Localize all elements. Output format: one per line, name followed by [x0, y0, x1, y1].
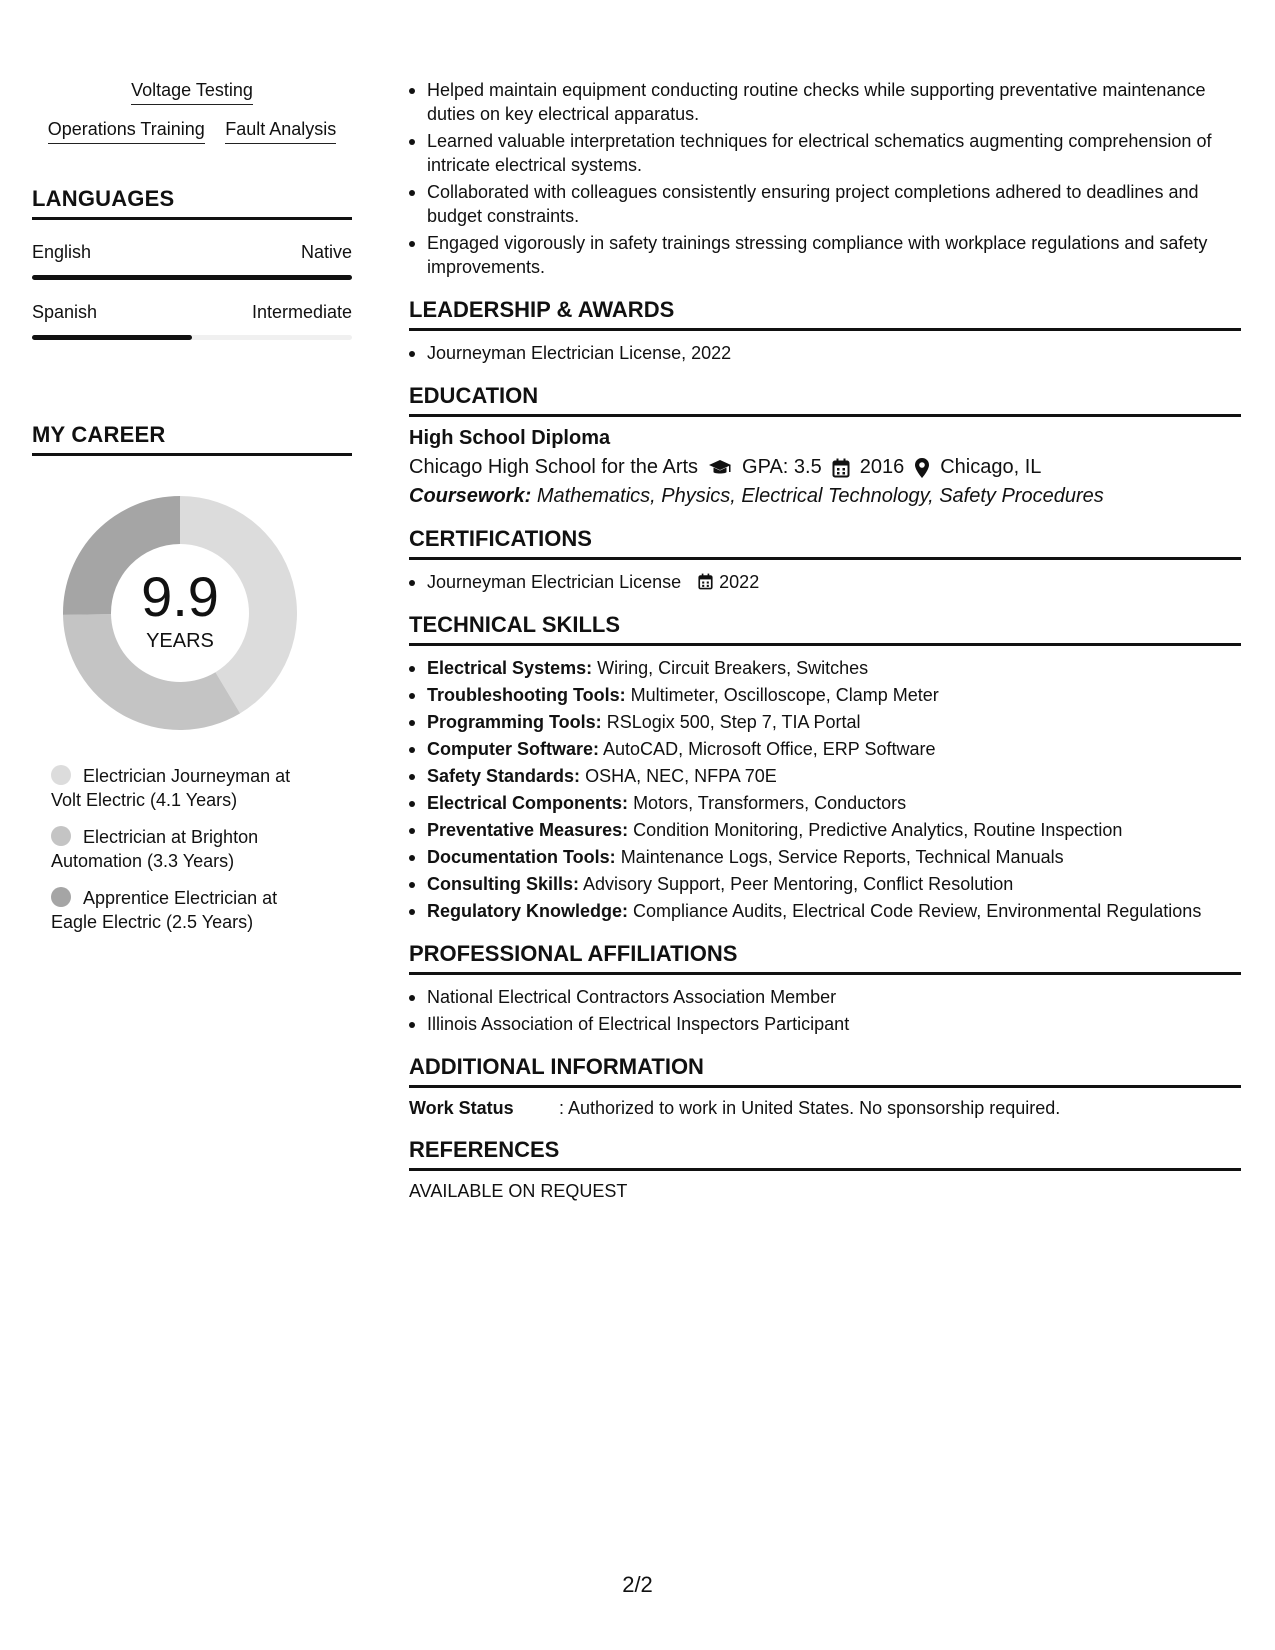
education-coursework — [409, 485, 1241, 508]
affiliations-heading: PROFESSIONAL AFFILIATIONS — [409, 941, 1241, 975]
language-item — [32, 302, 352, 340]
references-section — [409, 1137, 1241, 1202]
legend-dot — [51, 826, 71, 846]
experience-bullets — [409, 78, 1241, 279]
experience-bullet: Learned valuable interpretation techniques for electrical schematics augmenting comprehension of intricate electrical systems. — [427, 129, 1241, 177]
career-legend — [51, 764, 352, 934]
career-legend-label: Electrician at Brighton Automation (3.3 Years) — [51, 827, 259, 871]
language-level-fill — [32, 275, 352, 280]
technical-skill-label: Consulting Skills: — [427, 874, 580, 894]
work-status-row — [409, 1098, 1241, 1119]
main-content — [409, 78, 1241, 1202]
certifications-heading: CERTIFICATIONS — [409, 526, 1241, 560]
skill-tag[interactable]: Voltage Testing — [131, 80, 253, 105]
technical-skill-label: Electrical Systems: — [427, 658, 593, 678]
technical-skill-label: Troubleshooting Tools: — [427, 685, 626, 705]
coursework-text: Mathematics, Physics, Electrical Technology, Safety Procedures — [536, 485, 1104, 507]
languages-heading: LANGUAGES — [32, 186, 352, 220]
map-pin-icon — [914, 457, 930, 479]
career-total-unit: YEARS — [146, 629, 214, 652]
technical-skill-label: Electrical Components: — [427, 793, 629, 813]
technical-skill-item — [427, 818, 1241, 842]
technical-skills-list — [409, 656, 1241, 923]
language-level-fill — [32, 335, 192, 340]
education-degree: High School Diploma — [409, 427, 611, 449]
technical-skill-item — [427, 764, 1241, 788]
references-text: AVAILABLE ON REQUEST — [409, 1181, 628, 1201]
language-level: Intermediate — [251, 302, 352, 322]
technical-skill-label: Computer Software: — [427, 739, 600, 759]
education-gpa: GPA: 3.5 — [742, 456, 822, 478]
technical-skill-item — [427, 656, 1241, 680]
technical-skill-item — [427, 683, 1241, 707]
certification-item — [427, 570, 1241, 594]
languages-section — [32, 186, 352, 340]
technical-skill-item — [427, 845, 1241, 869]
skill-tag[interactable]: Operations Training — [48, 119, 205, 144]
technical-skill-value: AutoCAD, Microsoft Office, ERP Software — [603, 739, 936, 759]
leadership-section — [409, 297, 1241, 365]
technical-skill-value: Maintenance Logs, Service Reports, Technical Manuals — [620, 847, 1064, 867]
education-school: Chicago High School for the Arts — [409, 456, 699, 478]
work-status-value: : Authorized to work in United States. No sponsorship required. — [559, 1098, 1061, 1118]
graduation-cap-icon — [708, 458, 732, 478]
technical-skill-label: Preventative Measures: — [427, 820, 629, 840]
affiliation-item: National Electrical Contractors Association Member — [427, 985, 1241, 1009]
technical-skill-value: Multimeter, Oscilloscope, Clamp Meter — [630, 685, 939, 705]
experience-bullet: Helped maintain equipment conducting routine checks while supporting preventative maintenance duties on key electrical apparatus. — [427, 78, 1241, 126]
experience-bullet: Engaged vigorously in safety trainings stressing compliance with workplace regulations and safety improvements. — [427, 231, 1241, 279]
calendar-icon — [698, 570, 713, 594]
references-heading: REFERENCES — [409, 1137, 1241, 1171]
language-name: Spanish — [32, 302, 98, 322]
technical-skill-value: Condition Monitoring, Predictive Analytics, Routine Inspection — [633, 820, 1123, 840]
affiliations-section — [409, 941, 1241, 1036]
additional-info-section — [409, 1054, 1241, 1119]
technical-skill-item — [427, 737, 1241, 761]
education-details — [409, 456, 1241, 479]
skill-tag[interactable]: Fault Analysis — [225, 119, 336, 144]
calendar-icon — [832, 458, 850, 478]
legend-dot — [51, 887, 71, 907]
certification-name: Journeyman Electrician License — [427, 572, 682, 592]
technical-skill-label: Safety Standards: — [427, 766, 581, 786]
technical-skill-value: Motors, Transformers, Conductors — [633, 793, 907, 813]
career-legend-item — [51, 764, 321, 812]
sidebar — [32, 80, 352, 947]
technical-skills-heading: TECHNICAL SKILLS — [409, 612, 1241, 646]
career-section — [32, 422, 352, 934]
education-heading: EDUCATION — [409, 383, 1241, 417]
education-section — [409, 383, 1241, 508]
career-heading: MY CAREER — [32, 422, 352, 456]
technical-skill-value: Wiring, Circuit Breakers, Switches — [597, 658, 869, 678]
education-location: Chicago, IL — [940, 456, 1042, 478]
career-legend-label: Electrician Journeyman at Volt Electric (4.1 Years) — [51, 766, 291, 810]
language-name: English — [32, 242, 92, 262]
technical-skill-value: RSLogix 500, Step 7, TIA Portal — [606, 712, 861, 732]
certification-year: 2022 — [719, 572, 760, 592]
skill-tags — [32, 80, 352, 144]
career-total-years: 9.9 — [141, 564, 219, 628]
additional-info-heading: ADDITIONAL INFORMATION — [409, 1054, 1241, 1088]
technical-skills-section — [409, 612, 1241, 923]
experience-bullet: Collaborated with colleagues consistently ensuring project completions adhered to deadlines and budget constraints. — [427, 180, 1241, 228]
career-legend-label: Apprentice Electrician at Eagle Electric (2.5 Years) — [51, 888, 278, 932]
language-level: Native — [300, 242, 352, 262]
certifications-section — [409, 526, 1241, 594]
leadership-item: Journeyman Electrician License, 2022 — [427, 341, 1241, 365]
career-legend-item — [51, 886, 321, 934]
coursework-label: Coursework: — [409, 485, 532, 507]
language-item — [32, 242, 352, 280]
legend-dot — [51, 765, 71, 785]
leadership-heading: LEADERSHIP & AWARDS — [409, 297, 1241, 331]
technical-skill-value: OSHA, NEC, NFPA 70E — [585, 766, 777, 786]
technical-skill-label: Regulatory Knowledge: — [427, 901, 629, 921]
technical-skill-item — [427, 899, 1241, 923]
language-level-bar — [32, 335, 352, 340]
technical-skill-value: Advisory Support, Peer Mentoring, Conflict Resolution — [583, 874, 1014, 894]
language-level-bar — [32, 275, 352, 280]
technical-skill-item — [427, 791, 1241, 815]
education-year: 2016 — [859, 456, 905, 478]
technical-skill-value: Compliance Audits, Electrical Code Review, Environmental Regulations — [633, 901, 1202, 921]
career-donut — [55, 488, 305, 738]
career-legend-item — [51, 825, 321, 873]
technical-skill-label: Programming Tools: — [427, 712, 602, 732]
page-number: 2/2 — [622, 1572, 653, 1597]
work-status-label: Work Status — [409, 1098, 514, 1118]
affiliation-item: Illinois Association of Electrical Inspectors Participant — [427, 1012, 1241, 1036]
technical-skill-item — [427, 710, 1241, 734]
technical-skill-item — [427, 872, 1241, 896]
technical-skill-label: Documentation Tools: — [427, 847, 616, 867]
